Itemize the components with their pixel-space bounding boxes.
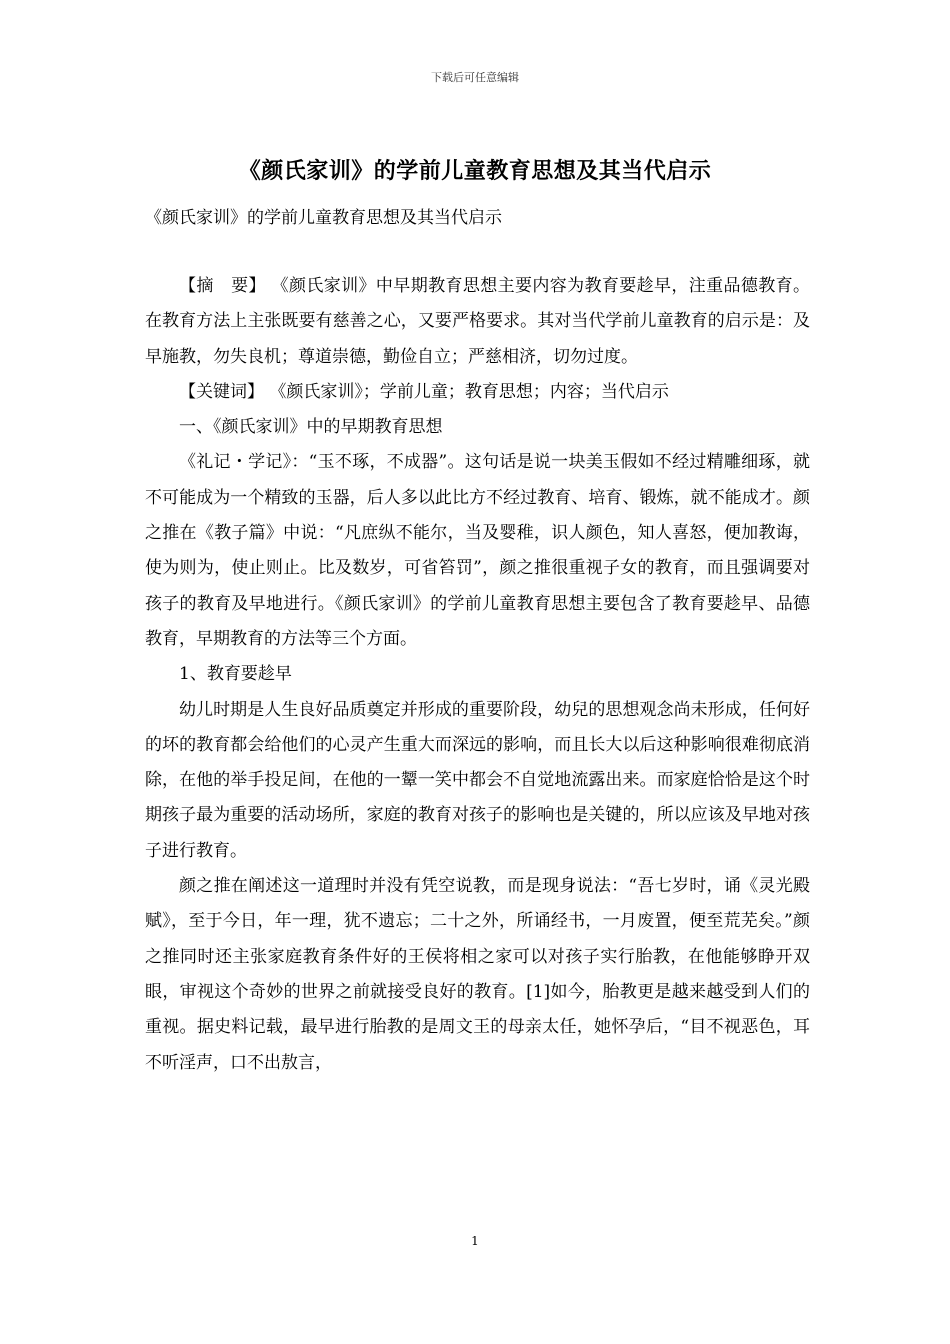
keywords-paragraph: 【关键词】 《颜氏家训》；学前儿童；教育思想；内容；当代启示 — [179, 381, 669, 402]
section-heading: 一、《颜氏家训》中的早期教育思想 — [179, 417, 443, 438]
body-paragraph: 《礼记・学记》：“玉不琢，不成器”。这句话是说一块美玉假如不经过精雕细琢，就不可能成为一个精致的玉器，后人多以此比方不经过教育、培育、锻炼，就不能成才。颜之推在《教子篇》中说：“凡庶纵不能尔，当及婴稚，识人颜色，知人喜怒，便加教诲，使为则为，使止则止。比及数岁，可省笞罚”，颜之推很重视子女的教育，而且强调要对孩子的教育及早地进行。《颜氏家训》的学前儿童教育思想主要包含了教育要趁早、品德教育，早期教育的方法等三个方面。 — [145, 452, 810, 649]
abstract-paragraph: 【摘 要】 《颜氏家训》中早期教育思想主要内容为教育要趁早，注重品德教育。在教育方法上主张既要有慈善之心，又要严格要求。其对当代学前儿童教育的启示是：及早施教，勿失良机；尊道崇德，勤俭自立；严慈相济，切勿过度。 — [145, 276, 810, 367]
page-number: 1 — [471, 1234, 479, 1248]
body-paragraph: 幼儿时期是人生良好品质奠定并形成的重要阶段，幼兒的思想观念尚未形成，任何好的坏的教育都会给他们的心灵产生重大而深远的影响，而且长大以后这种影响很难彻底消除，在他的举手投足间，在他的一颦一笑中都会不自觉地流露出来。而家庭恰恰是这个时期孩子最为重要的活动场所，家庭的教育对孩子的影响也是关键的，所以应该及早地对孩子进行教育。 — [145, 699, 810, 861]
document-body — [145, 269, 810, 1081]
document-title: 《颜氏家训》的学前儿童教育思想及其当代启示 — [238, 158, 712, 184]
subsection-heading: 1、教育要趁早 — [179, 664, 292, 685]
body-paragraph: 颜之推在阐述这一道理时并没有凭空说教，而是现身说法：“吾七岁时，诵《灵光殿赋》，至于今日，年一理，犹不遗忘；二十之外，所诵经书，一月废置，便至荒芜矣。”颜之推同时还主张家庭教育条件好的王侯将相之家可以对孩子实行胎教，在他能够睁开双眼，审视这个奇妙的世界之前就接受良好的教育。[1]如今，胎教更是越来越受到人们的重视。据史料记载，最早进行胎教的是周文王的母亲太任，她怀孕后，“目不视恶色，耳不听淫声，口不出敖言， — [145, 876, 810, 1073]
document-subtitle: 《颜氏家训》的学前儿童教育思想及其当代启示 — [145, 208, 502, 228]
page-header-note: 下载后可任意编辑 — [431, 71, 519, 84]
